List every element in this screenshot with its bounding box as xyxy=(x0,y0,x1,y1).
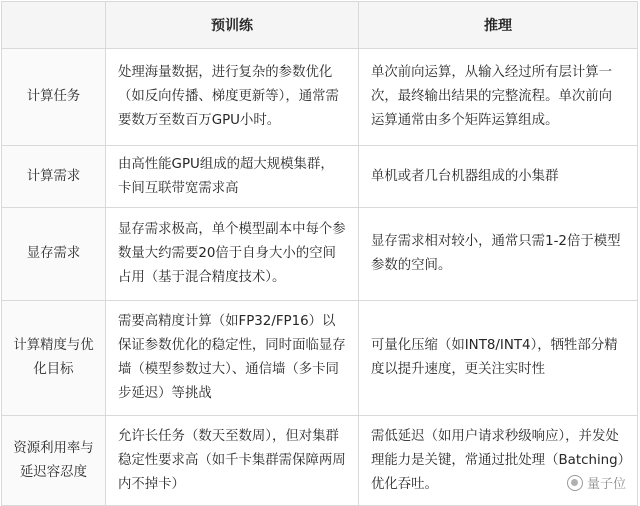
table-row xyxy=(2,146,638,208)
header-inference: 推理 xyxy=(359,2,638,49)
inference-cell: 可量化压缩（如INT8/INT4），牺牲部分精度以提升速度，更关注实时性 xyxy=(359,301,638,416)
comparison-table xyxy=(1,1,638,506)
row-label: 计算精度与优化目标 xyxy=(2,301,106,416)
inference-cell: 单机或者几台机器组成的小集群 xyxy=(359,146,638,208)
inference-cell: 显存需求相对较小，通常只需1-2倍于模型参数的空间。 xyxy=(359,208,638,301)
table-row xyxy=(2,49,638,146)
watermark xyxy=(567,473,626,492)
pretrain-cell: 显存需求极高，单个模型副本中每个参数量大约需要20倍于自身大小的空间占用（基于混合精度技术）。 xyxy=(106,208,359,301)
pretrain-cell: 由高性能GPU组成的超大规模集群，卡间互联带宽需求高 xyxy=(106,146,359,208)
inference-cell: 单次前向运算，从输入经过所有层计算一次，最终输出结果的完整流程。单次前向运算通常由多个矩阵运算组成。 xyxy=(359,49,638,146)
row-label: 资源利用率与延迟容忍度 xyxy=(2,416,106,506)
watermark-text: 量子位 xyxy=(586,477,626,492)
table-row xyxy=(2,416,638,506)
row-label: 计算需求 xyxy=(2,146,106,208)
inference-cell: 需低延迟（如用户请求秒级响应），并发处理能力是关键，常通过批处理（Batching）优化吞吐。 xyxy=(359,416,638,506)
pretrain-cell: 处理海量数据，进行复杂的参数优化（如反向传播、梯度更新等），通常需要数万至数百万GPU小时。 xyxy=(106,49,359,146)
header-row xyxy=(2,2,638,49)
row-label: 计算任务 xyxy=(2,49,106,146)
pretrain-cell: 需要高精度计算（如FP32/FP16）以保证参数优化的稳定性，同时面临显存墙（模型参数过大）、通信墙（多卡同步延迟）等挑战 xyxy=(106,301,359,416)
row-label: 显存需求 xyxy=(2,208,106,301)
header-pretrain: 预训练 xyxy=(106,2,359,49)
header-empty-cell xyxy=(2,2,106,49)
table-row xyxy=(2,208,638,301)
pretrain-cell: 允许长任务（数天至数周），但对集群稳定性要求高（如千卡集群需保障两周内不掉卡） xyxy=(106,416,359,506)
table-row xyxy=(2,301,638,416)
watermark-logo-icon xyxy=(567,475,583,491)
